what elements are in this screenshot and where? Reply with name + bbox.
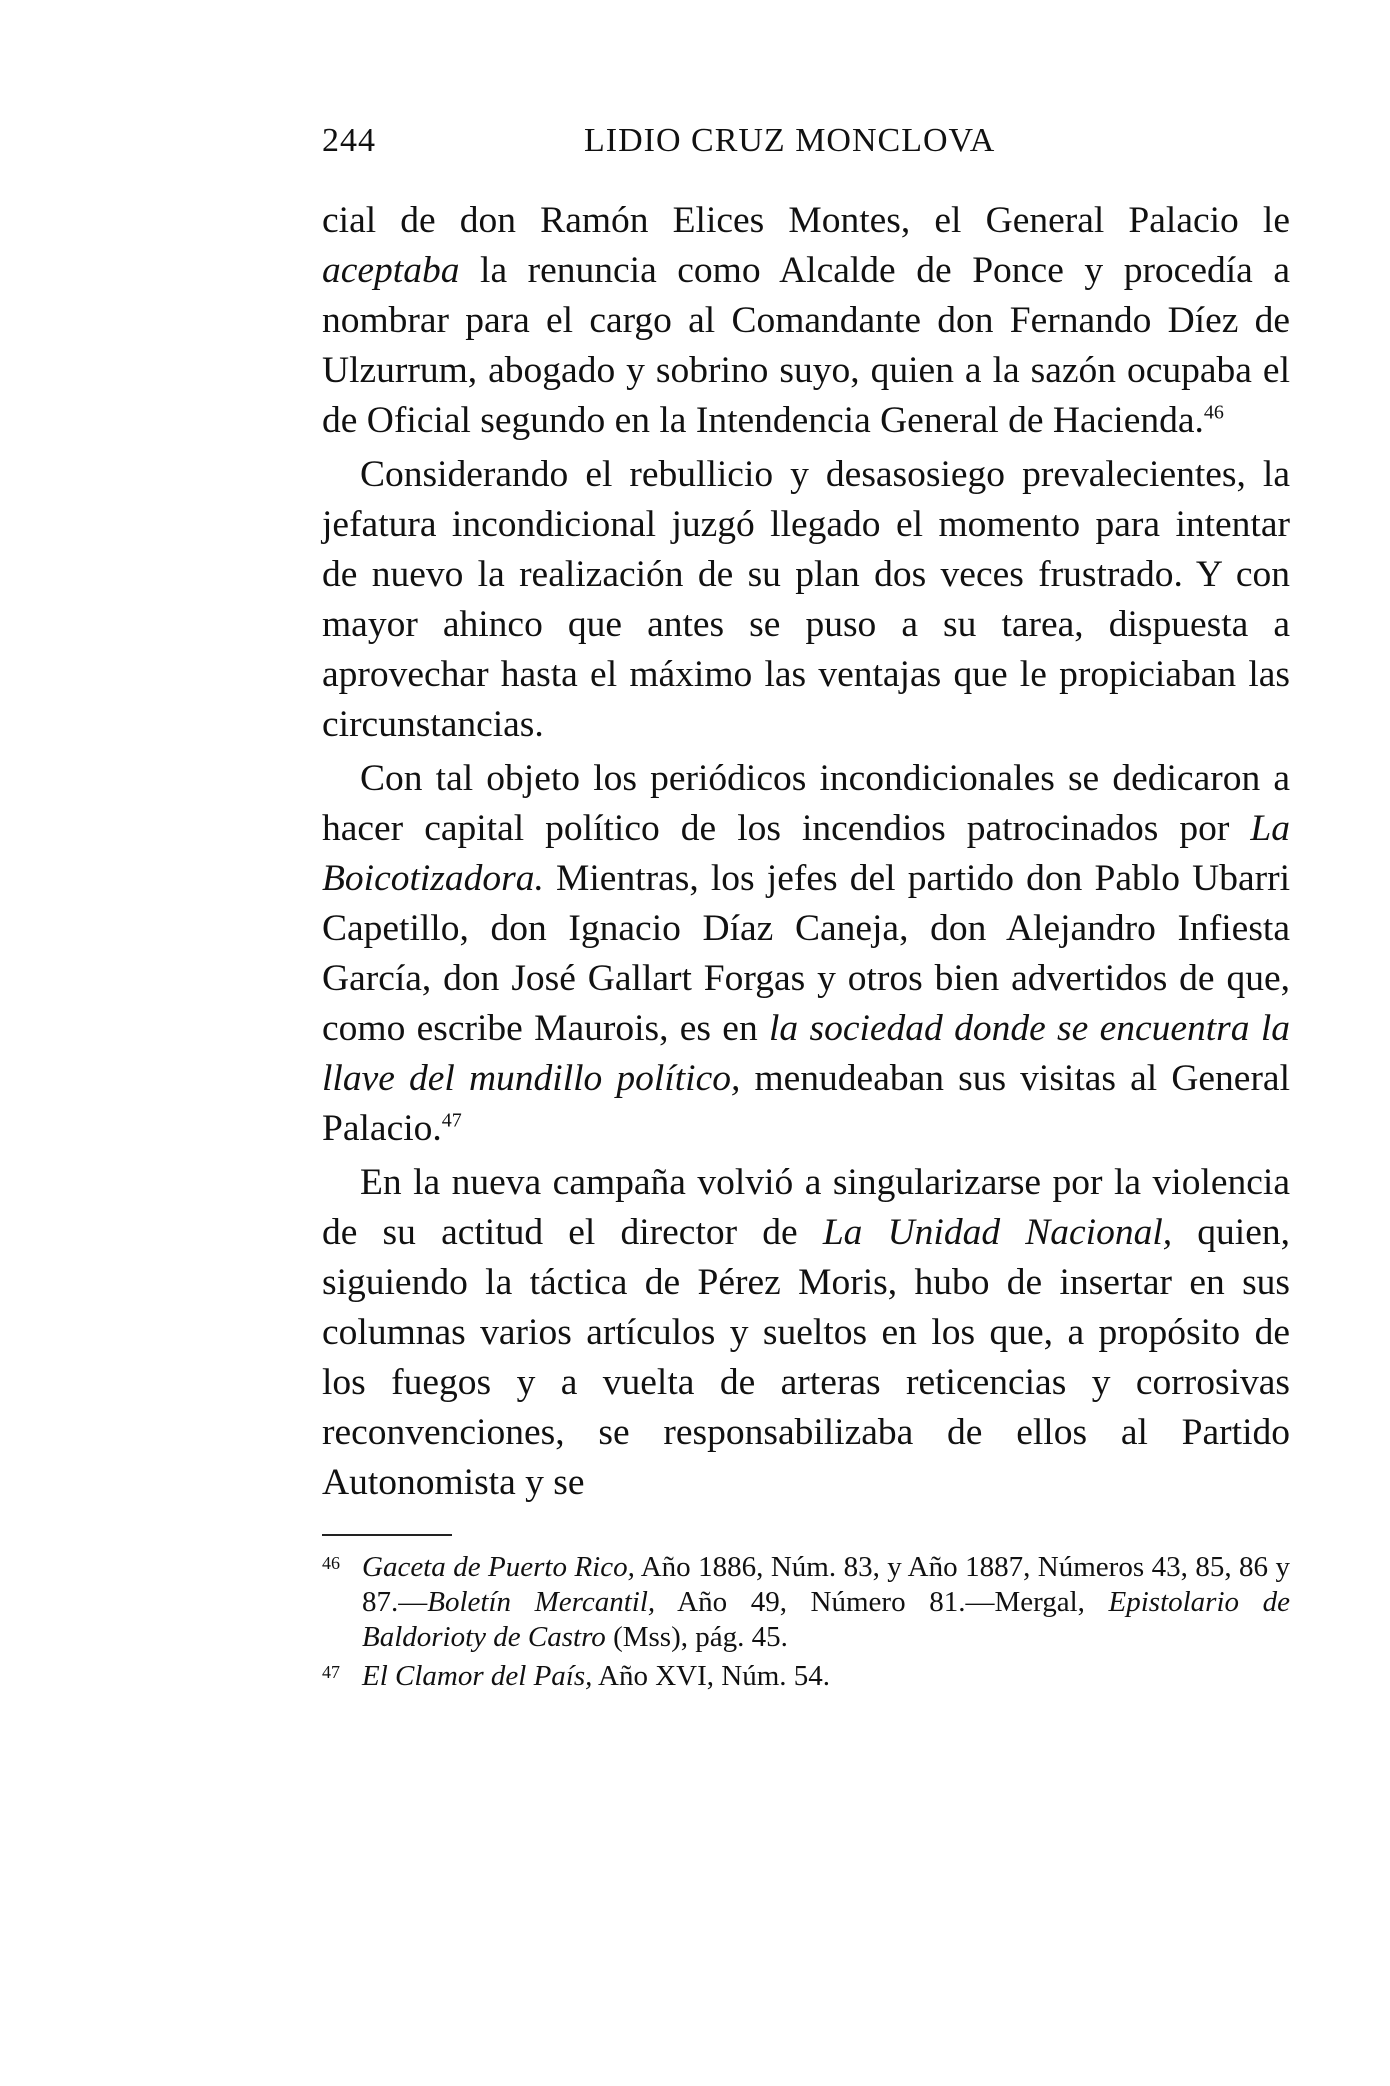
footnote-number: 46 (322, 1553, 340, 1573)
body-text (322, 196, 1290, 1508)
text-run: Considerando el rebullicio y desasosiego prevalecientes, la jefatura incondicional juzgó llegado el momento para intentar de nuevo la realización de su plan dos veces frustrado. Y con mayor ahinco que antes se puso a su tarea, dispuesta a aprovechar hasta el máximo las ventajas que le propiciaban las circunstancias. (322, 454, 1290, 745)
italic-text: La Boicotizadora. (322, 808, 1290, 899)
italic-text: Gaceta de Puerto Rico, (362, 1551, 635, 1583)
footnote-marker: 46 (1203, 401, 1224, 424)
footnote-marker: 47 (441, 1109, 462, 1132)
italic-text: aceptaba (322, 250, 460, 291)
paragraph (322, 450, 1290, 750)
text-run: (Mss), pág. 45. (605, 1621, 788, 1653)
text-run: En la nueva campaña volvió a singularizarse por la violencia de su actitud el director de (322, 1162, 1290, 1253)
italic-text: La Unidad Nacional, (822, 1212, 1173, 1253)
running-head (322, 112, 1290, 172)
text-run: cial de don Ramón Elices Montes, el General Palacio le (322, 200, 1290, 241)
italic-text: Epistolario de Baldorioty de Castro (362, 1586, 1291, 1653)
text-run: Año 1886, Núm. 83, y Año 1887, Números 43, 85, 86 y 87.— (362, 1551, 1291, 1618)
footnote-text (362, 1550, 1290, 1655)
italic-text: Boletín Mercantil, (427, 1586, 656, 1618)
footnote (322, 1659, 1290, 1694)
text-run: quien, siguiendo la táctica de Pérez Moris, hubo de insertar en sus columnas varios artículos y sueltos en los que, a propósito de los fuegos y a vuelta de arteras reticencias y corrosivas reconvenciones, se responsabilizaba de ellos al Partido Autonomista y se (322, 1212, 1290, 1503)
text-run: Con tal objeto los periódicos incondicionales se dedicaron a hacer capital político de los incendios patrocinados por (322, 758, 1290, 849)
footnote-text (362, 1659, 1290, 1694)
text-run: Año 49, Número 81.—Mergal, (655, 1586, 1109, 1618)
paragraph (322, 196, 1290, 446)
book-page (322, 112, 1290, 1698)
text-run: Mientras, los jefes del partido don Pablo Ubarri Capetillo, don Ignacio Díaz Caneja, don Alejandro Infiesta García, don José Gallart Forgas y otros bien advertidos de que, como escribe Maurois, es en (322, 858, 1290, 1049)
running-title: LIDIO CRUZ MONCLOVA (584, 122, 996, 159)
text-run: menudeaban sus visitas al General Palacio. (322, 1058, 1290, 1149)
footnote-number: 47 (322, 1662, 340, 1682)
page-number: 244 (322, 122, 376, 159)
paragraph (322, 1158, 1290, 1508)
text-run: la renuncia como Alcalde de Ponce y procedía a nombrar para el cargo al Comandante don Fernando Díez de Ulzurrum, abogado y sobrino suyo, quien a la sazón ocupaba el de Oficial segundo en la Intendencia General de Hacienda. (322, 250, 1290, 441)
footnote-rule (322, 1534, 452, 1536)
footnote (322, 1550, 1290, 1655)
footnotes (322, 1550, 1290, 1694)
paragraph (322, 754, 1290, 1154)
italic-text: la sociedad donde se encuentra la llave del mundillo político, (322, 1008, 1290, 1099)
text-run: Año XVI, Núm. 54. (592, 1660, 831, 1692)
italic-text: El Clamor del País, (362, 1660, 593, 1692)
